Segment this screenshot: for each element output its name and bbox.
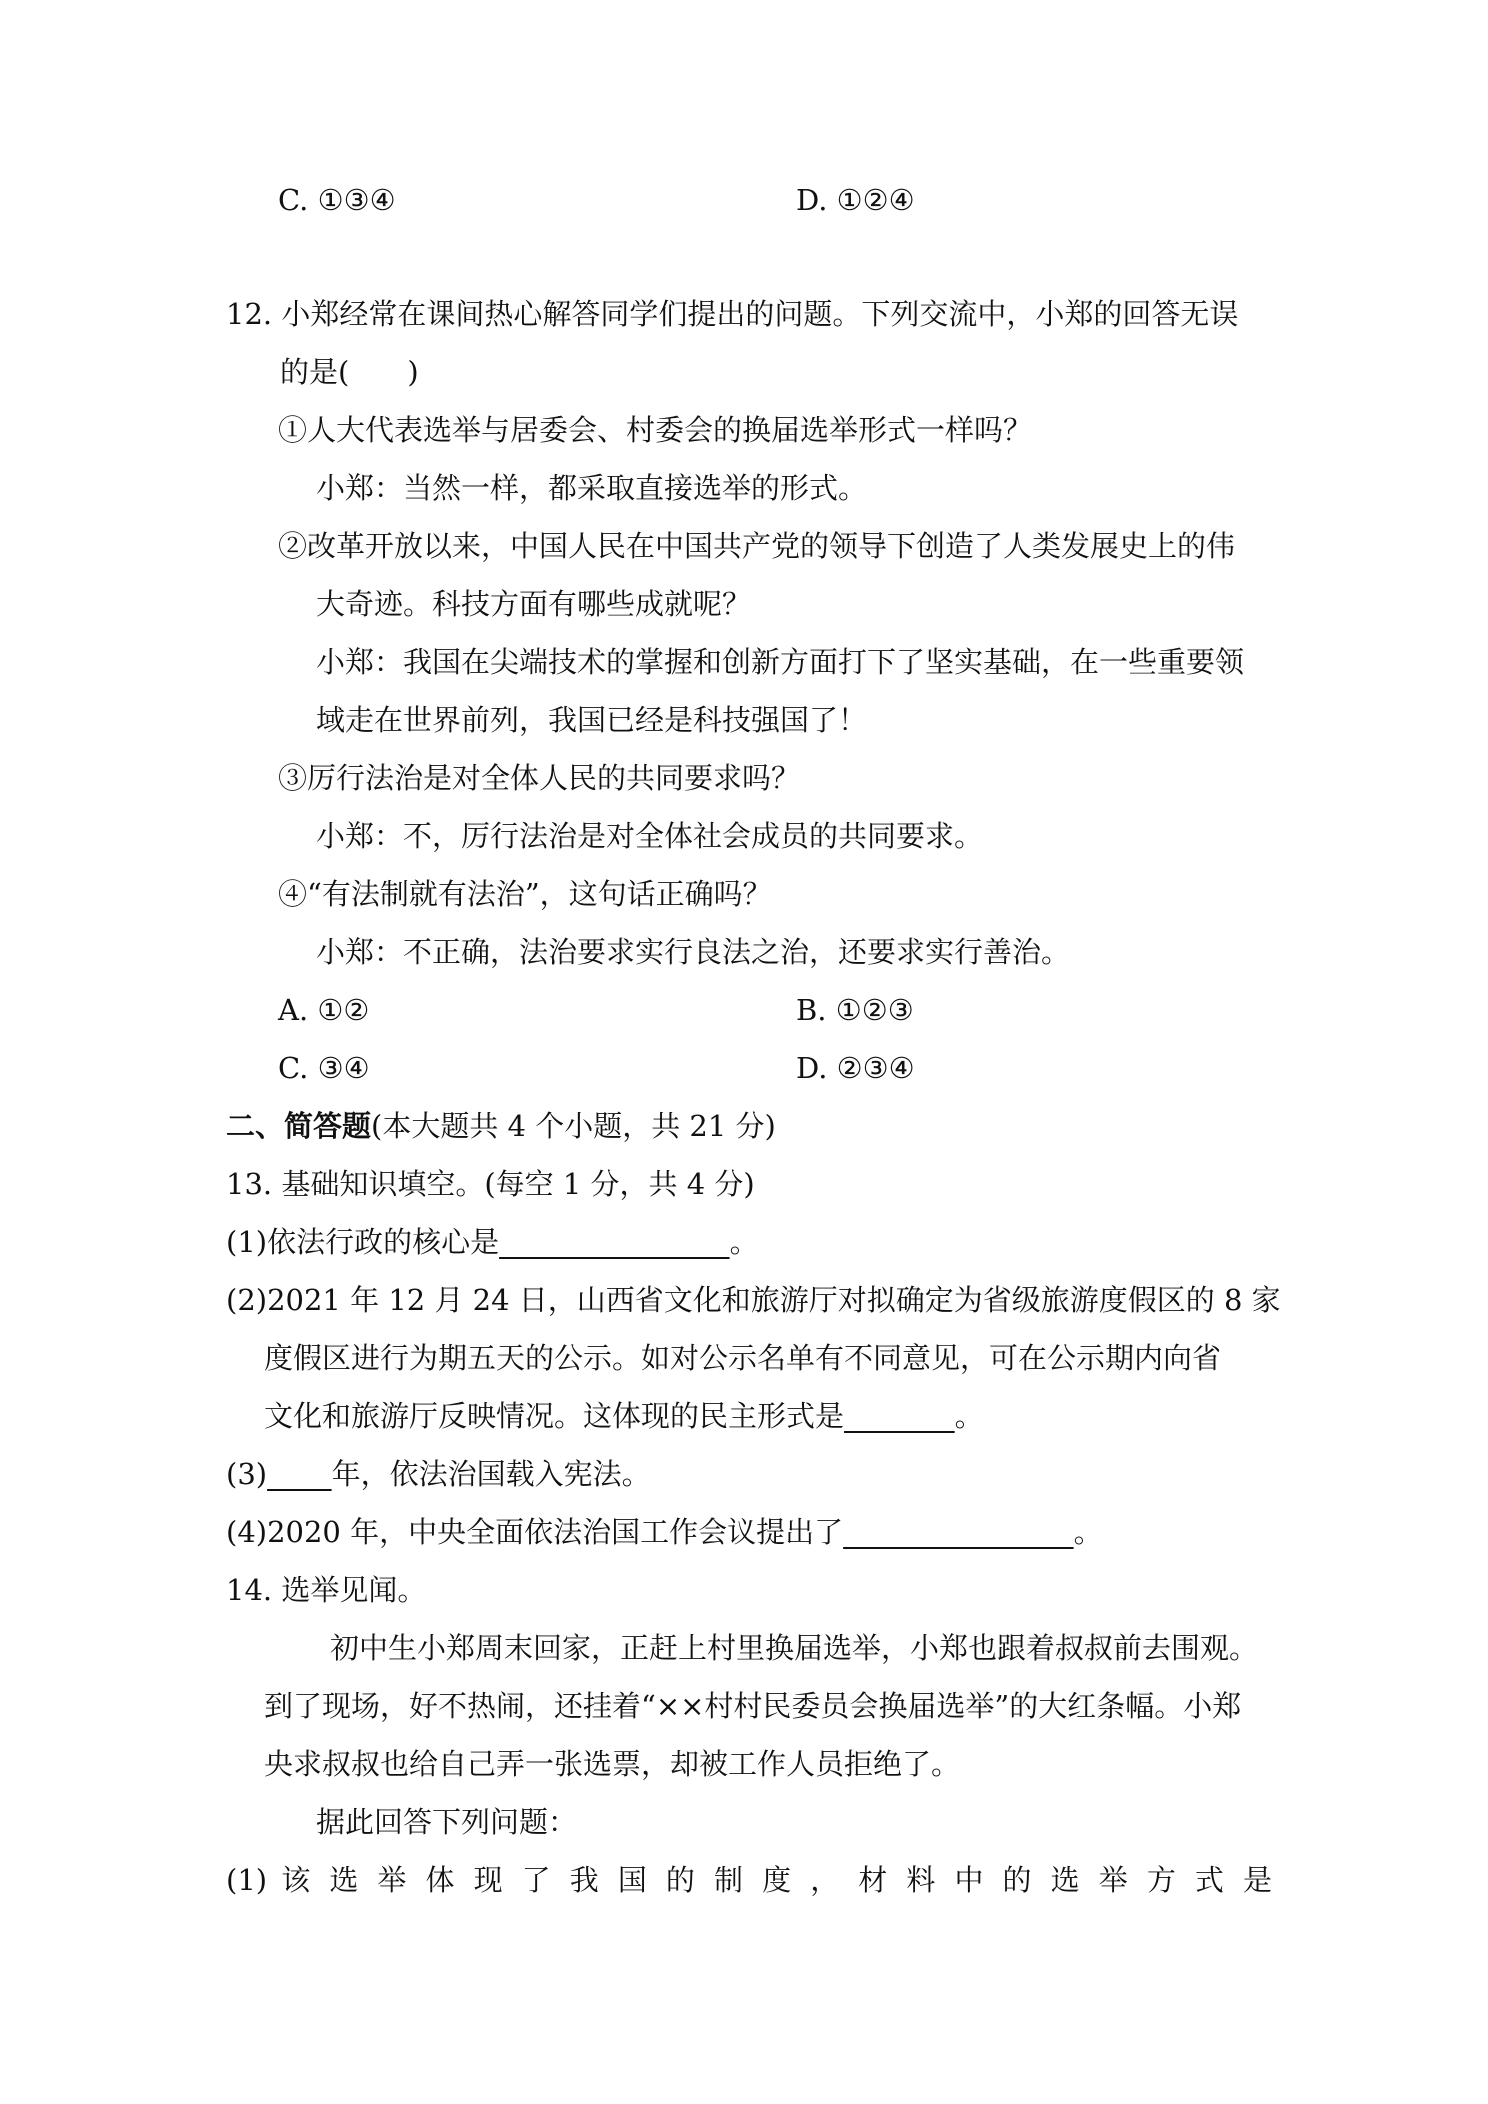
q13-stem: 13. 基础知识填空。(每空 1 分，共 4 分) [226, 1167, 755, 1201]
q12-item1-question: ①人大代表选举与居委会、村委会的换届选举形式一样吗？ [278, 413, 1033, 447]
q14-paragraph-line2: 到了现场，好不热闹，还挂着“××村村民委员会换届选举”的大红条幅。小郑 [264, 1689, 1242, 1723]
q13-part1-blank[interactable] [499, 1225, 729, 1259]
q12-item2-question-line2: 大奇迹。科技方面有哪些成就呢？ [316, 587, 752, 621]
q13-part4 [226, 1514, 1103, 1550]
q13-part2-text: 文化和旅游厅反映情况。这体现的民主形式是 [264, 1399, 845, 1433]
q12-item2-answer-line2: 域走在世界前列，我国已经是科技强国了！ [316, 703, 868, 737]
q12-stem-line2: 的是( ) [280, 355, 419, 389]
q14-stem: 14. 选举见闻。 [226, 1573, 427, 1607]
q12-option-b: B. ①②③ [796, 993, 914, 1027]
q13-part4-end: 。 [1073, 1515, 1103, 1549]
q12-item2-answer-line1: 小郑：我国在尖端技术的掌握和创新方面打下了坚实基础，在一些重要领 [316, 645, 1245, 679]
q14-paragraph-line3: 央求叔叔也给自己弄一张选票，却被工作人员拒绝了。 [264, 1747, 961, 1781]
q13-part1 [226, 1224, 759, 1260]
q12-item1-answer: 小郑：当然一样，都采取直接选举的形式。 [316, 471, 868, 505]
q14-part1 [226, 1862, 1272, 1898]
q12-option-a: A. ①② [278, 993, 370, 1027]
q13-part2-line1: (2)2021 年 12 月 24 日，山西省文化和旅游厅对拟确定为省级旅游度假区的 8 家 [226, 1283, 1281, 1317]
q13-part2-line2: 度假区进行为期五天的公示。如对公示名单有不同意见，可在公示期内向省 [264, 1341, 1222, 1375]
q12-item3-question: ③厉行法治是对全体人民的共同要求吗？ [278, 761, 801, 795]
q12-option-d: D. ②③④ [796, 1051, 915, 1085]
section-heading [226, 1108, 776, 1144]
section-title: 二、简答题 [226, 1109, 372, 1143]
q13-part3 [226, 1456, 651, 1492]
q12-item4-answer: 小郑：不正确，法治要求实行良法之治，还要求实行善治。 [316, 935, 1071, 969]
q14-prompt: 据此回答下列问题： [316, 1805, 578, 1839]
q13-part4-blank[interactable] [843, 1515, 1073, 1549]
q12-item2-question-line1: ②改革开放以来，中国人民在中国共产党的领导下创造了人类发展史上的伟 [278, 529, 1236, 563]
q13-part4-text: (4)2020 年，中央全面依法治国工作会议提出了 [226, 1515, 844, 1549]
q13-part1-end: 。 [729, 1225, 759, 1259]
q13-part1-text: (1)依法行政的核心是 [226, 1225, 500, 1259]
q11-option-c: C. ①③④ [278, 183, 396, 217]
q12-option-c: C. ③④ [278, 1051, 370, 1085]
q11-option-d: D. ①②④ [796, 183, 915, 217]
q13-part2-blank[interactable] [844, 1399, 955, 1433]
q12-stem-line1: 12. 小郑经常在课间热心解答同学们提出的问题。下列交流中，小郑的回答无误 [226, 297, 1239, 331]
section-note: (本大题共 4 个小题，共 21 分) [371, 1109, 776, 1143]
q13-part3-number: (3) [226, 1457, 268, 1491]
q13-part3-text: 年，依法治国载入宪法。 [331, 1457, 651, 1491]
q13-part3-blank[interactable] [267, 1457, 332, 1491]
q12-item4-question: ④“有法制就有法治”，这句话正确吗？ [278, 877, 772, 911]
q13-part2-line3 [264, 1398, 984, 1434]
q13-part2-end: 。 [954, 1399, 984, 1433]
q12-item3-answer: 小郑：不，厉行法治是对全体社会成员的共同要求。 [316, 819, 984, 853]
q14-paragraph-line1: 初中生小郑周末回家，正赶上村里换届选举，小郑也跟着叔叔前去围观。 [330, 1631, 1259, 1665]
q14-part1-text: (1) 该 选 举 体 现 了 我 国 的 [226, 1863, 700, 1897]
q14-part1-end: 制 度 ， 材 料 中 的 选 举 方 式 是 [714, 1863, 1272, 1897]
